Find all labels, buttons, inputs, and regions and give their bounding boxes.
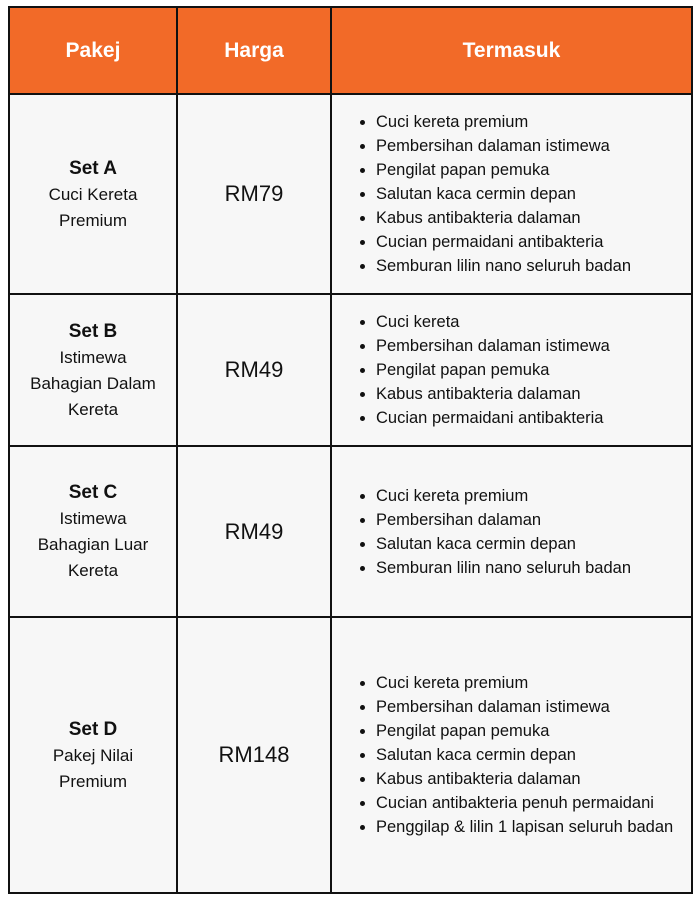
price-cell: RM49 [177, 294, 331, 446]
list-item: • Cuci kereta premium [376, 110, 675, 134]
package-desc-line: Bahagian Luar [37, 535, 149, 554]
package-name: Set A [69, 157, 117, 179]
package-cell [9, 446, 177, 617]
list-item: • Cucian permaidani antibakteria [376, 230, 675, 254]
package-desc-line: Bahagian Dalam [30, 373, 156, 393]
list-item: • Semburan lilin nano seluruh badan [376, 254, 675, 278]
list-item: • Penggilap & lilin 1 lapisan seluruh badan [376, 815, 675, 839]
table-row [9, 446, 692, 617]
package-desc-line: Istimewa [59, 509, 127, 528]
list-item: • Pembersihan dalaman istimewa [376, 334, 675, 358]
list-item: • Salutan kaca cermin depan [376, 182, 675, 206]
package-desc-line: Kereta [67, 561, 119, 580]
package-name: Set C [68, 482, 118, 503]
package-desc-line: Pakej Nilai [52, 745, 134, 765]
package-desc-line: Kereta [67, 399, 119, 419]
list-item: • Kabus antibakteria dalaman [376, 382, 675, 406]
list-item: • Cuci kereta premium [376, 484, 675, 508]
price-cell: RM79 [177, 94, 331, 294]
list-item: • Pengilat papan pemuka [376, 158, 675, 182]
includes-list [340, 110, 675, 278]
package-cell [9, 294, 177, 446]
includes-list [340, 310, 675, 430]
list-item: • Pengilat papan pemuka [376, 719, 675, 743]
includes-cell [331, 94, 692, 294]
list-item: • Kabus antibakteria dalaman [376, 206, 675, 230]
table-row [9, 617, 692, 893]
price-cell: RM148 [177, 617, 331, 893]
list-item: • Semburan lilin nano seluruh badan [376, 556, 675, 580]
package-desc-line: Istimewa [59, 347, 127, 367]
list-item: • Pembersihan dalaman istimewa [376, 134, 675, 158]
price-cell: RM49 [177, 446, 331, 617]
list-item: • Cucian permaidani antibakteria [376, 406, 675, 430]
list-item: • Pengilat papan pemuka [376, 358, 675, 382]
list-item: • Cuci kereta [376, 310, 675, 334]
header-termasuk: Termasuk [331, 7, 692, 94]
header-harga: Harga [177, 7, 331, 94]
list-item: • Cuci kereta premium [376, 671, 675, 695]
package-desc-line: Cuci Kereta [48, 184, 138, 204]
package-desc-line: Premium [58, 771, 127, 791]
includes-list [340, 671, 675, 839]
list-item: • Pembersihan dalaman [376, 508, 675, 532]
package-desc-line: Premium [58, 210, 127, 230]
header-pakej: Pakej [9, 7, 177, 94]
list-item: • Pembersihan dalaman istimewa [376, 695, 675, 719]
package-cell [9, 617, 177, 893]
includes-cell [331, 617, 692, 893]
list-item: • Cucian antibakteria penuh permaidani [376, 791, 675, 815]
package-table [8, 6, 693, 894]
includes-cell [331, 446, 692, 617]
includes-cell [331, 294, 692, 446]
header-row [9, 7, 692, 94]
list-item: • Salutan kaca cermin depan [376, 743, 675, 767]
package-cell [9, 94, 177, 294]
table-row [9, 294, 692, 446]
table-row [9, 94, 692, 294]
list-item: • Kabus antibakteria dalaman [376, 767, 675, 791]
list-item: • Salutan kaca cermin depan [376, 532, 675, 556]
package-name: Set B [68, 320, 118, 342]
package-name: Set D [68, 718, 118, 740]
includes-list [340, 484, 675, 580]
